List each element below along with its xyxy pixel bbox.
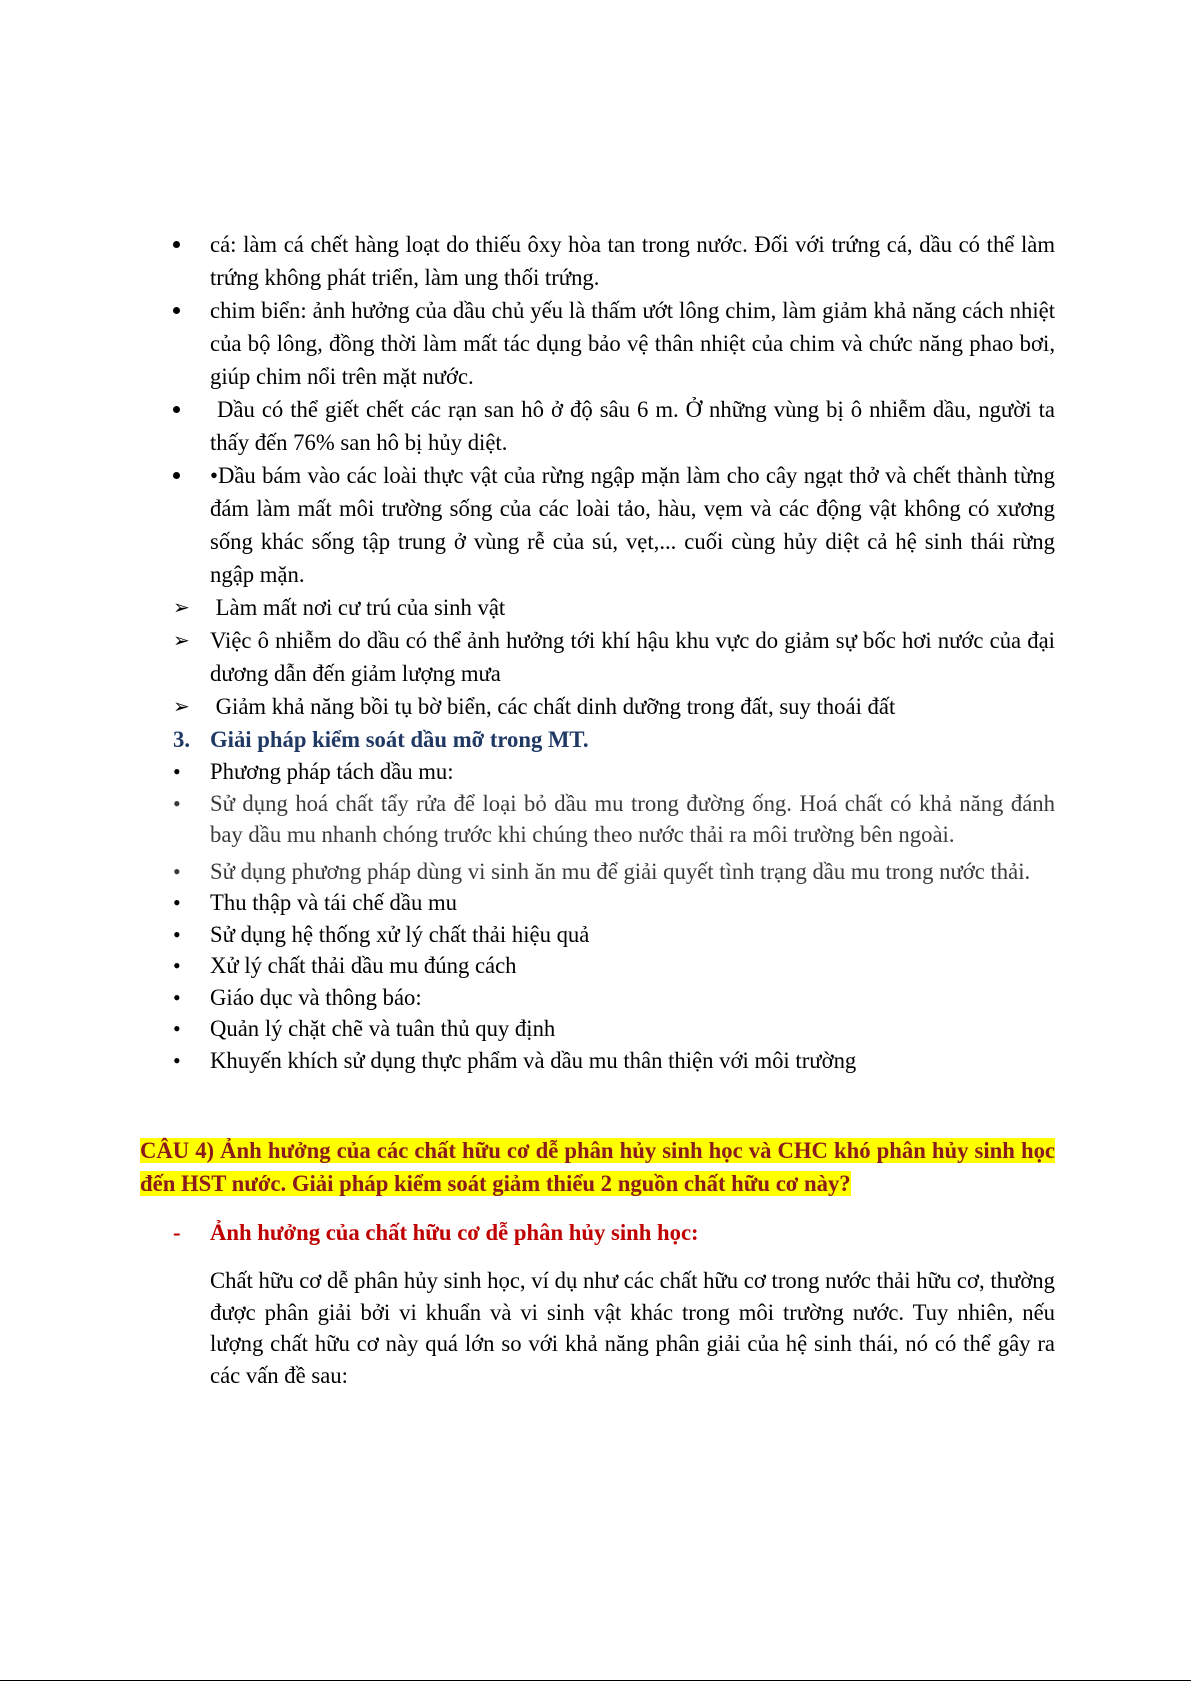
list-item <box>140 788 1055 851</box>
list-item <box>140 887 1055 919</box>
effects-arrow-list <box>140 591 1055 723</box>
bullet-dot <box>173 459 203 479</box>
list-item-text: Phương pháp tách dầu mu: <box>210 759 454 784</box>
subsection-heading <box>140 1216 1055 1249</box>
highlighted-question: CÂU 4) Ảnh hưởng của các chất hữu cơ dễ phân hủy sinh học và CHC khó phân hủy sinh học đến HST nước. Giải pháp kiểm soát giảm thiểu 2 nguồn chất hữu cơ này? <box>140 1138 1055 1196</box>
list-item-text: Sử dụng hệ thống xử lý chất thải hiệu quả <box>210 921 590 947</box>
dash-marker: - <box>173 1220 181 1245</box>
arrow-bullet-icon: ➢ <box>173 628 190 652</box>
subsection-title: Ảnh hưởng của chất hữu cơ dễ phân hủy sinh học: <box>210 1220 699 1245</box>
bullet-icon: • <box>173 984 181 1010</box>
list-item-text: Khuyến khích sử dụng thực phẩm và dầu mu thân thiện với môi trường <box>210 1047 857 1073</box>
list-item <box>140 919 1055 951</box>
list-item-text: Sử dụng hoá chất tẩy rửa để loại bỏ dầu mu trong đường ống. Hoá chất có khả năng đánh bay dầu mu nhanh chóng trước khi chúng theo nước thải ra môi trường bên ngoài. <box>210 790 1055 847</box>
section-3-heading <box>140 723 1055 756</box>
list-item <box>140 950 1055 982</box>
arrow-bullet-icon: ➢ <box>173 694 190 718</box>
document-body <box>140 228 1061 1414</box>
question-4 <box>140 1134 1055 1200</box>
list-item-text: Xử lý chất thải dầu mu đúng cách <box>210 953 517 978</box>
list-item-text: cá: làm cá chết hàng loạt do thiếu ôxy hòa tan trong nước. Đối với trứng cá, dầu có thể làm trứng không phát triển, làm ung thối trứng. <box>210 232 1055 290</box>
body-paragraph: Chất hữu cơ dễ phân hủy sinh học, ví dụ như các chất hữu cơ trong nước thải hữu cơ, thường được phân giải bởi vi khuẩn và vi sinh vật khác trong môi trường nước. Tuy nhiên, nếu lượng chất hữu cơ này quá lớn so với khả năng phân giải của hệ sinh thái, nó có thể gây ra các vấn đề sau: <box>210 1268 1055 1388</box>
list-item <box>140 982 1055 1014</box>
solutions-list <box>140 756 1055 1076</box>
list-item-text: Quản lý chặt chẽ và tuân thủ quy định <box>210 1016 556 1041</box>
bullet-icon: • <box>173 790 181 816</box>
list-item-text: chim biển: ảnh hưởng của dầu chủ yếu là thấm ướt lông chim, làm giảm khả năng cách nhiệt của bộ lông, đồng thời làm mất tác dụng bảo vệ thân nhiệt của chim và chức năng phao bơi, giúp chim nổi trên mặt nước. <box>210 298 1055 389</box>
list-item-text: Sử dụng phương pháp dùng vi sinh ăn mu để giải quyết tình trạng dầu mu trong nước thải. <box>210 858 1031 884</box>
section-title: Giải pháp kiểm soát dầu mỡ trong MT. <box>210 727 589 752</box>
arrow-bullet-icon: ➢ <box>173 595 190 619</box>
bullet-icon: • <box>173 858 181 884</box>
list-item <box>140 294 1055 393</box>
bullet-dot <box>173 294 203 314</box>
effects-dot-list <box>140 228 1061 591</box>
list-item <box>140 459 1055 591</box>
bullet-icon: • <box>173 921 181 947</box>
page-bottom-rule <box>0 1680 1191 1681</box>
list-item <box>140 856 1055 888</box>
list-item <box>140 624 1055 690</box>
list-item <box>140 393 1061 459</box>
question-4-title <box>140 1134 1055 1200</box>
section-number: 3. <box>173 727 191 752</box>
list-item <box>140 228 1055 294</box>
list-item-text: Thu thập và tái chế dầu mu <box>210 890 457 915</box>
bullet-icon: • <box>173 759 181 784</box>
list-item-text: Việc ô nhiễm do dầu có thể ảnh hưởng tới khí hậu khu vực do giảm sự bốc hơi nước của đại dương dẫn đến giảm lượng mưa <box>210 628 1055 686</box>
list-item-text: Dầu có thể giết chết các rạn san hô ở độ sâu 6 m. Ở những vùng bị ô nhiễm dầu, người ta thấy đến 76% san hô bị hủy diệt. <box>210 397 1061 455</box>
bullet-icon: • <box>173 1047 181 1073</box>
bullet-icon: • <box>173 1016 181 1041</box>
bullet-icon: • <box>173 953 181 978</box>
list-item <box>140 690 1055 723</box>
list-item-text: Giáo dục và thông báo: <box>210 984 422 1010</box>
list-item-text: •Dầu bám vào các loài thực vật của rừng ngập mặn làm cho cây ngạt thở và chết thành từng đám làm mất môi trường sống của các loài tảo, hàu, vẹm và các động vật không có xương sống khác sống tập trung ở vùng rễ của sú, vẹt,... cuối cùng hủy diệt cả hệ sinh thái rừng ngập mặn. <box>210 463 1055 587</box>
list-item-text: Làm mất nơi cư trú của sinh vật <box>210 595 506 620</box>
bullet-dot <box>173 393 203 413</box>
bullet-dot <box>173 228 203 248</box>
list-item-text: Giảm khả năng bồi tụ bờ biển, các chất dinh dưỡng trong đất, suy thoái đất <box>210 694 896 719</box>
list-item <box>140 756 1055 788</box>
list-item <box>140 591 1055 624</box>
bullet-icon: • <box>173 890 181 915</box>
list-item <box>140 1013 1055 1045</box>
list-item <box>140 1045 1055 1077</box>
